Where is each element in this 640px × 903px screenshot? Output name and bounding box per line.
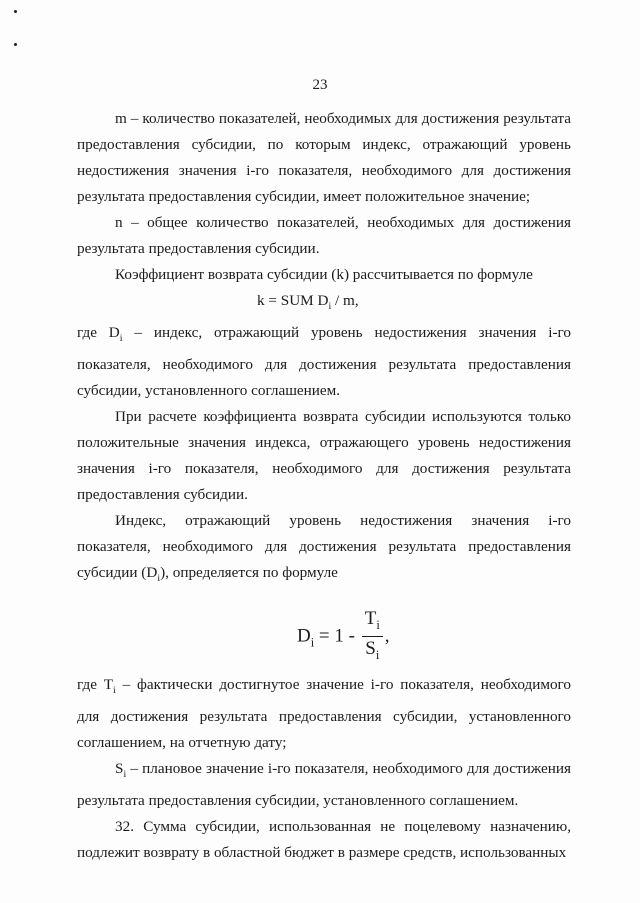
di-text: – индекс, отражающий уровень недостижения значения i-го показателя, необходимого для достижения результата предоставления субсидии, установленного соглашением. bbox=[77, 324, 571, 400]
di-where: где D bbox=[77, 324, 120, 342]
ti-text: – фактически достигнутое значение i-го показателя, необходимого для достижения результата предоставления субсидии, установленного соглашением, на отчетную дату; bbox=[77, 676, 572, 752]
index-intro-sub: i bbox=[157, 573, 161, 585]
index-intro-end: ), определяется по формуле bbox=[160, 564, 338, 582]
paragraph-index-intro bbox=[77, 508, 571, 592]
formula-index-numerator: $T_i$ bbox=[362, 608, 383, 637]
formula-index bbox=[77, 598, 571, 668]
formula-index-fraction bbox=[362, 608, 383, 667]
formula-index-tail: , bbox=[384, 625, 390, 647]
formula-coefficient bbox=[77, 288, 571, 320]
paragraph-si-definition bbox=[77, 756, 571, 814]
scan-speck bbox=[14, 43, 17, 46]
paragraph-ti-definition bbox=[77, 672, 571, 756]
ti-where: где T bbox=[77, 676, 114, 694]
formula-index-lhs: D bbox=[297, 625, 311, 647]
paragraph-di-definition bbox=[77, 320, 571, 404]
formula-index-eq: = 1 - bbox=[314, 625, 360, 647]
si-text: – плановое значение i-го показателя, необходимого для достижения результата предоставления субсидии, установленного соглашением. bbox=[77, 760, 571, 810]
ti-sub: i bbox=[113, 685, 116, 697]
paragraph-n-definition: n – общее количество показателей, необходимых для достижения результата предоставления субсидии. bbox=[77, 214, 571, 257]
paragraph-m-definition: m – количество показателей, необходимых для достижения результата предоставления субсидии, по которым индекс, отражающий уровень недостижения значения i-го показателя, необходимого для достижения результата предоставления субсидии, имеет положительное значение; bbox=[77, 110, 571, 205]
scan-speck bbox=[14, 10, 17, 13]
si-symbol: S bbox=[115, 760, 124, 778]
formula-index-lhs-sub: i bbox=[310, 635, 315, 650]
paragraph-positive-values: При расчете коэффициента возврата субсидии используются только положительные значения индекса, отражающего уровень недостижения значения i-го показателя, необходимого для достижения результата предоставления субсидии. bbox=[77, 408, 571, 504]
formula-coefficient-suffix: / m, bbox=[331, 292, 359, 309]
paragraph-coefficient-intro: Коэффициент возврата субсидии (k) рассчитывается по формуле bbox=[115, 266, 533, 283]
document-body bbox=[77, 106, 571, 866]
paragraph-section-32: 32. Сумма субсидии, использованная не поцелевому назначению, подлежит возврату в областной бюджет в размере средств, использованных bbox=[77, 818, 571, 862]
page-number: 23 bbox=[312, 77, 328, 93]
formula-coefficient-sub: i bbox=[328, 301, 332, 313]
formula-index-denominator: $S_i$ bbox=[365, 637, 380, 662]
formula-coefficient-prefix: k = SUM D bbox=[257, 292, 329, 309]
di-sub: i bbox=[119, 333, 123, 345]
si-sub: i bbox=[123, 769, 127, 781]
index-intro-start: Индекс, отражающий уровень недостижения значения i-го показателя, необходимого для достижения результата предоставления субсидии (D bbox=[77, 512, 571, 582]
